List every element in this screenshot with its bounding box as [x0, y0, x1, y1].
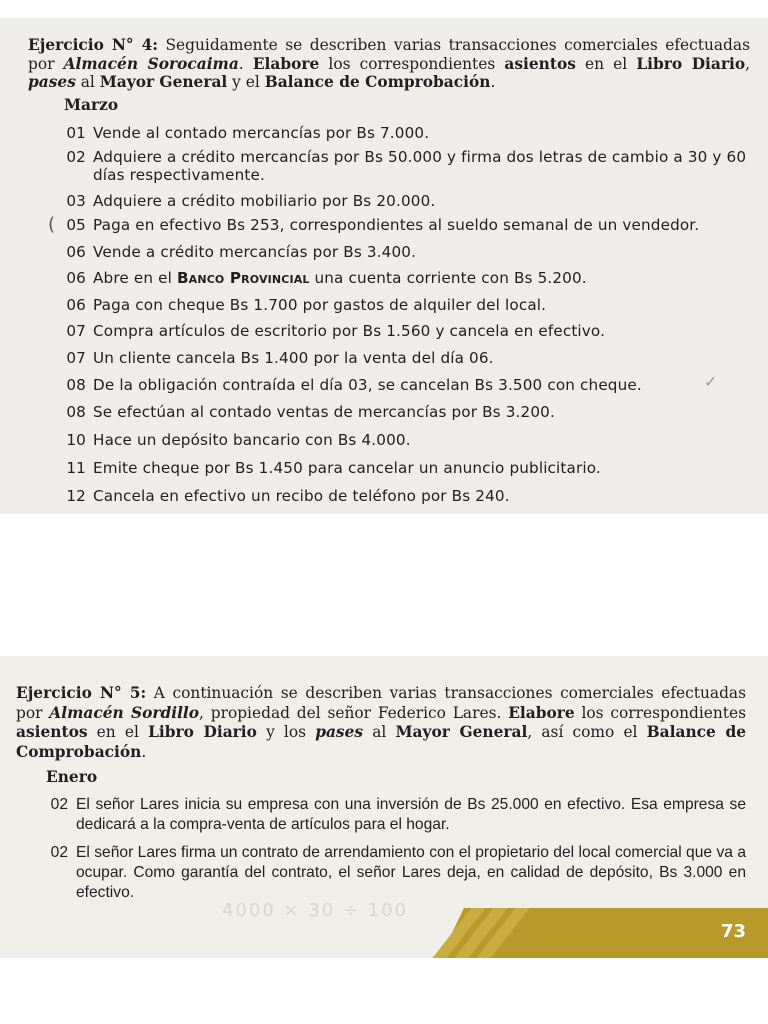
transaction-item: 05 Paga en efectivo Bs 253, correspondientes al sueldo semanal de un vendedor.: [66, 216, 700, 234]
transaction-item: 06 Paga con cheque Bs 1.700 por gastos de alquiler del local.: [66, 296, 547, 314]
exercise-5-label: Ejercicio N° 5:: [16, 684, 147, 702]
exercise-4-month: Marzo: [64, 96, 119, 114]
transaction-item: 11 Emite cheque por Bs 1.450 para cancelar un anuncio publicitario.: [66, 459, 601, 477]
transaction-item: 08 Se efectúan al contado ventas de mercancías por Bs 3.200.: [66, 403, 555, 421]
pencil-note: 4000 × 30 ÷ 100: [222, 900, 409, 921]
transaction-item: 07 Un cliente cancela Bs 1.400 por la venta del día 06.: [66, 349, 494, 367]
transaction-item: 06 Abre en el Banco Provincial una cuenta corriente con Bs 5.200.: [66, 269, 587, 287]
transaction-item: 06 Vende a crédito mercancías por Bs 3.400.: [66, 243, 417, 261]
transaction-item: 07 Compra artículos de escritorio por Bs 1.560 y cancela en efectivo.: [66, 322, 606, 340]
transaction-item: 08 De la obligación contraída el día 03, se cancelan Bs 3.500 con cheque.: [66, 376, 642, 394]
exercise-4-company: Almacén Sorocaima: [63, 54, 239, 73]
transaction-item: 02 El señor Lares inicia su empresa con una inversión de Bs 25.000 en efectivo. Esa empresa se dedicará a la compra-venta de artículos para el hogar.: [50, 796, 746, 833]
exercise-4-label: Ejercicio N° 4:: [28, 36, 158, 54]
transaction-item: 10 Hace un depósito bancario con Bs 4.000.: [66, 431, 411, 449]
exercise-5-heading: Ejercicio N° 5: A continuación se describen varias transacciones comerciales efectuadas por Almacén Sordillo, propiedad del señor Federico Lares. Elabore los correspondientes asientos en el Libro Diario y los pases al Mayor General, así como el Balance de Comprobación.: [16, 684, 747, 761]
exercise-5-company: Almacén Sordillo: [49, 703, 200, 722]
exercise-4-heading: Ejercicio N° 4: Seguidamente se describen varias transacciones comerciales efectuadas por Almacén Sorocaima. Elabore los correspondientes asientos en el Libro Diario, pases al Mayor General y el Balance de Comprobación.: [28, 36, 750, 91]
bank-name: Banco Provincial: [176, 269, 310, 287]
transaction-item: 03 Adquiere a crédito mobiliario por Bs 20.000.: [66, 192, 436, 210]
page-number: 73: [720, 921, 746, 942]
transaction-item: 01 Vende al contado mercancías por Bs 7.000.: [66, 124, 430, 142]
pencil-bracket-mark: (: [48, 214, 56, 235]
transaction-item: 12 Cancela en efectivo un recibo de teléfono por Bs 240.: [66, 487, 510, 505]
transaction-item: 02 Adquiere a crédito mercancías por Bs 50.000 y firma dos letras de cambio a 30 y 60 días respectivamente.: [66, 148, 747, 184]
transaction-item: 02 El señor Lares firma un contrato de arrendamiento con el propietario del local comercial que va a ocupar. Como garantía del contrato, el señor Lares deja, en calidad de depósito, Bs 3.000 en efectivo.: [50, 844, 746, 901]
exercise-5-month: Enero: [46, 768, 98, 786]
check-mark-icon: ✓: [704, 372, 718, 391]
